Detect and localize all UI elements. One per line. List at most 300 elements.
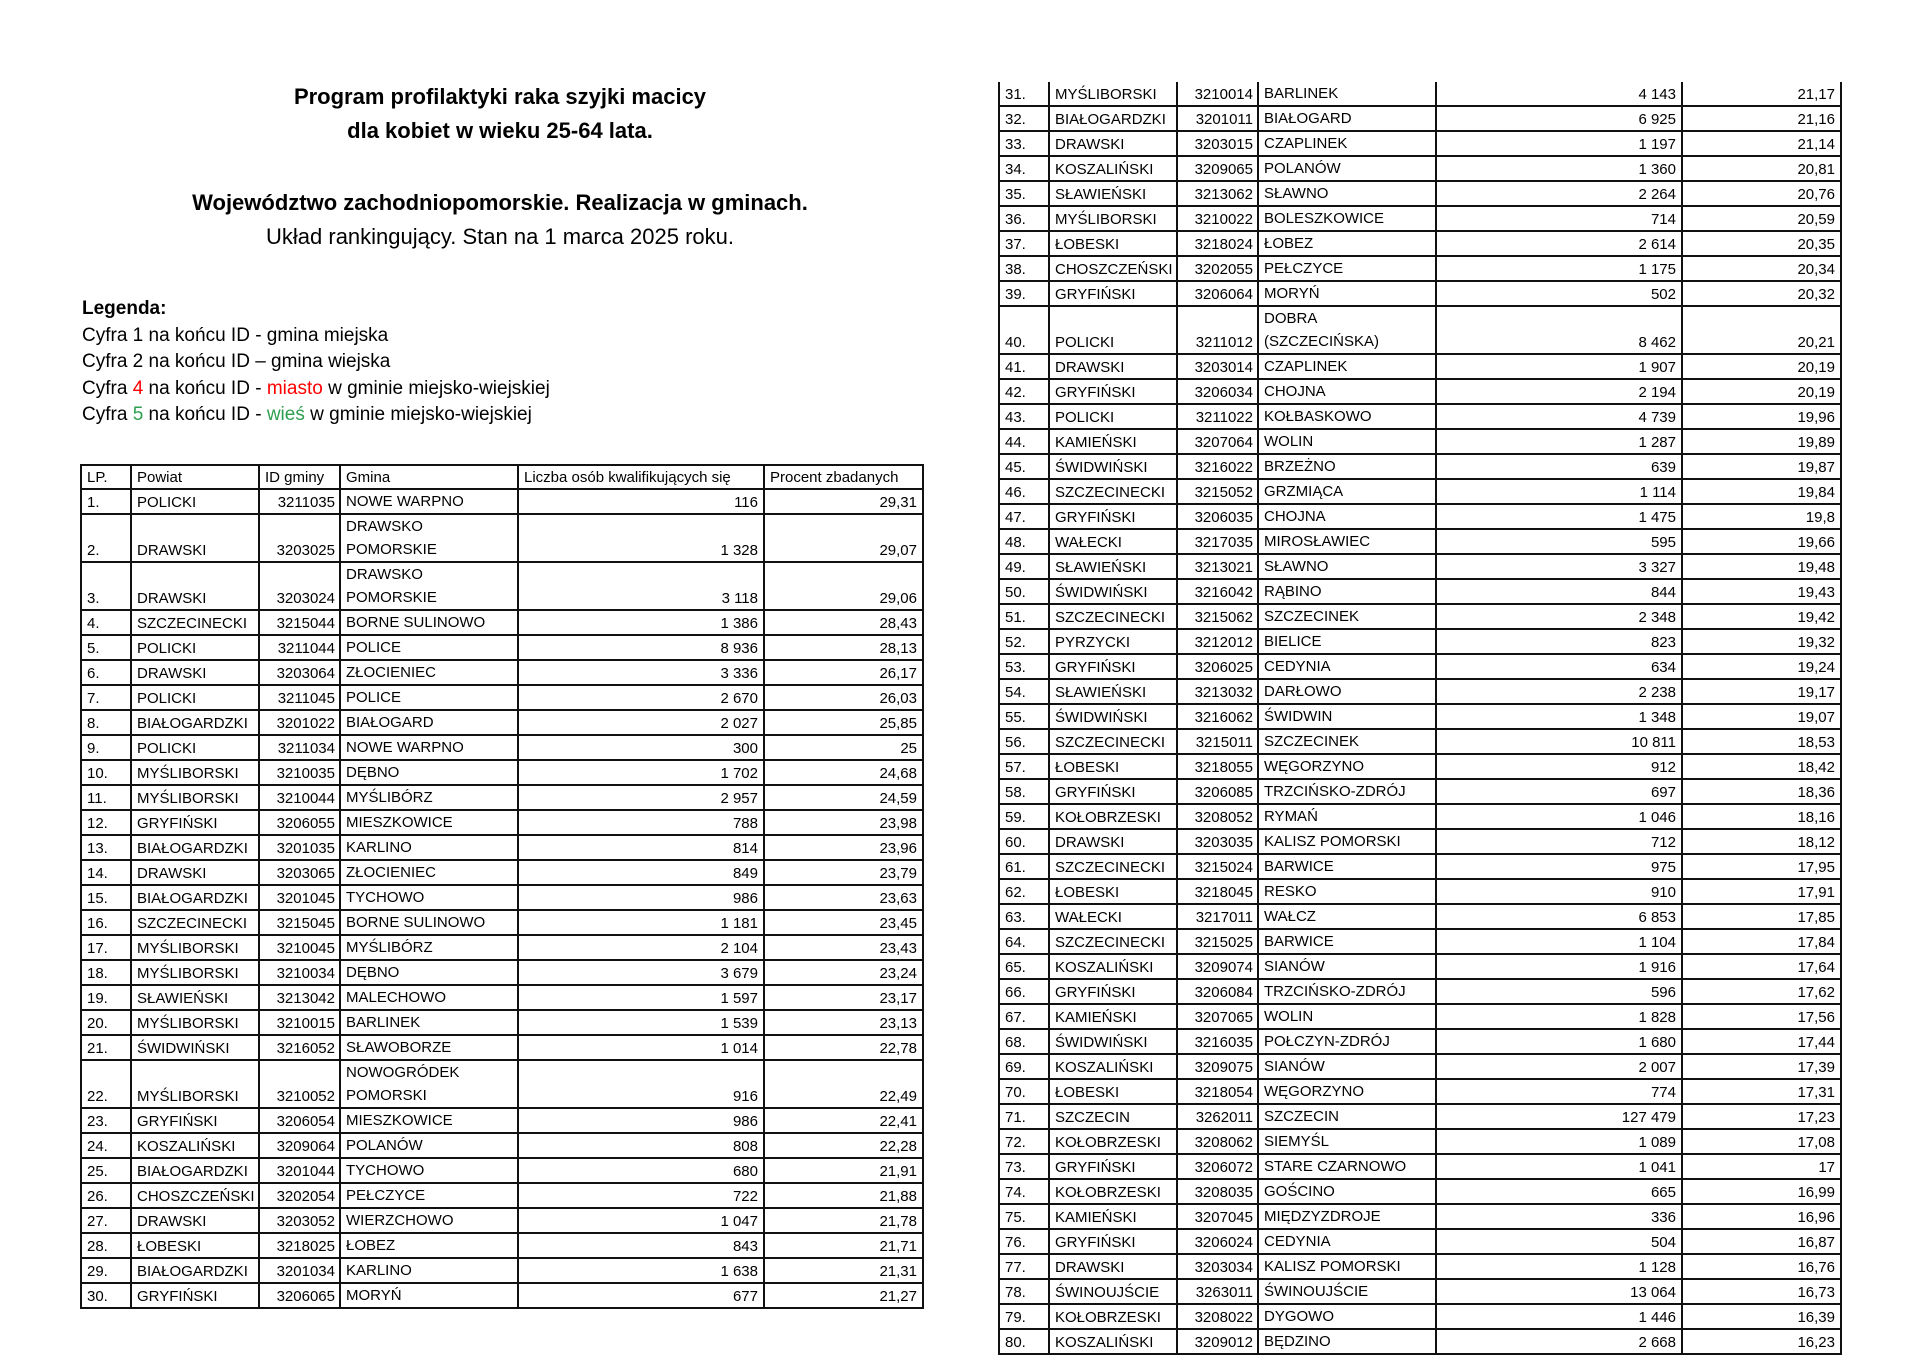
cell-liczba: 2 194 (1436, 379, 1682, 404)
table-row (999, 354, 1841, 379)
cell-liczba: 2 007 (1436, 1054, 1682, 1079)
cell-gmina: PEŁCZYCE (1258, 256, 1436, 281)
cell-liczba: 1 046 (1436, 804, 1682, 829)
cell-id: 3208035 (1177, 1179, 1258, 1204)
cell-powiat: BIAŁOGARDZKI (131, 885, 259, 910)
cell-gmina: CZAPLINEK (1258, 131, 1436, 156)
cell-procent: 16,73 (1682, 1279, 1841, 1304)
cell-gmina: MIROSŁAWIEC (1258, 529, 1436, 554)
cell-procent: 17 (1682, 1154, 1841, 1179)
cell-gmina: MIESZKOWICE (340, 1108, 518, 1133)
legend-word-miasto: miasto (266, 377, 323, 399)
cell-id: 3206084 (1177, 979, 1258, 1004)
cell-powiat: MYŚLIBORSKI (131, 960, 259, 985)
cell-procent: 23,13 (764, 1010, 923, 1035)
cell-liczba: 1 702 (518, 760, 764, 785)
cell-liczba: 634 (1436, 654, 1682, 679)
cell-id: 3210014 (1177, 82, 1258, 106)
cell-powiat: MYŚLIBORSKI (131, 1060, 259, 1108)
cell-lp: 56. (999, 729, 1049, 754)
cell-id: 3206024 (1177, 1229, 1258, 1254)
cell-lp: 37. (999, 231, 1049, 256)
cell-gmina: POŁCZYN-ZDRÓJ (1258, 1029, 1436, 1054)
cell-id: 3215011 (1177, 729, 1258, 754)
cell-liczba: 2 668 (1436, 1329, 1682, 1354)
cell-gmina: MYŚLIBÓRZ (340, 785, 518, 810)
column-header-liczba: Liczba osób kwalifikujących się (518, 465, 764, 489)
cell-powiat: MYŚLIBORSKI (131, 1010, 259, 1035)
cell-procent: 29,07 (764, 514, 923, 562)
cell-procent: 17,91 (1682, 879, 1841, 904)
table-row (81, 935, 923, 960)
cell-powiat: POLICKI (131, 635, 259, 660)
table-row (999, 554, 1841, 579)
table-row (81, 860, 923, 885)
cell-gmina: ŚWIDWIN (1258, 704, 1436, 729)
table-row (999, 156, 1841, 181)
cell-id: 3218054 (1177, 1079, 1258, 1104)
cell-procent: 23,63 (764, 885, 923, 910)
cell-id: 3213062 (1177, 181, 1258, 206)
cell-powiat: DRAWSKI (1049, 131, 1177, 156)
cell-procent: 26,17 (764, 660, 923, 685)
cell-lp: 72. (999, 1129, 1049, 1154)
cell-procent: 23,98 (764, 810, 923, 835)
cell-powiat: POLICKI (131, 685, 259, 710)
cell-gmina: MYŚLIBÓRZ (340, 935, 518, 960)
cell-liczba: 665 (1436, 1179, 1682, 1204)
cell-powiat: KAMIEŃSKI (1049, 1204, 1177, 1229)
cell-gmina: DRAWSKO POMORSKIE (340, 514, 518, 562)
table-row (999, 1204, 1841, 1229)
cell-liczba: 823 (1436, 629, 1682, 654)
cell-liczba: 2 238 (1436, 679, 1682, 704)
cell-powiat: KAMIEŃSKI (1049, 429, 1177, 454)
cell-liczba: 680 (518, 1158, 764, 1183)
cell-liczba: 596 (1436, 979, 1682, 1004)
cell-lp: 45. (999, 454, 1049, 479)
table-row (81, 635, 923, 660)
cell-gmina: SŁAWNO (1258, 181, 1436, 206)
cell-powiat: BIAŁOGARDZKI (131, 710, 259, 735)
cell-liczba: 2 348 (1436, 604, 1682, 629)
cell-procent: 19,43 (1682, 579, 1841, 604)
cell-liczba: 1 597 (518, 985, 764, 1010)
cell-gmina: SZCZECIN (1258, 1104, 1436, 1129)
cell-gmina: SZCZECINEK (1258, 729, 1436, 754)
cell-powiat: ŚWIDWIŃSKI (131, 1035, 259, 1060)
cell-liczba: 1 446 (1436, 1304, 1682, 1329)
cell-id: 3210052 (259, 1060, 340, 1108)
cell-powiat: GRYFIŃSKI (1049, 281, 1177, 306)
cell-id: 3206034 (1177, 379, 1258, 404)
cell-procent: 20,32 (1682, 281, 1841, 306)
cell-liczba: 788 (518, 810, 764, 835)
cell-powiat: GRYFIŃSKI (1049, 1154, 1177, 1179)
cell-gmina: CEDYNIA (1258, 1229, 1436, 1254)
cell-lp: 11. (81, 785, 131, 810)
table-row (81, 710, 923, 735)
table-row (999, 729, 1841, 754)
table-row (81, 1158, 923, 1183)
cell-procent: 16,23 (1682, 1329, 1841, 1354)
cell-lp: 43. (999, 404, 1049, 429)
cell-procent: 16,87 (1682, 1229, 1841, 1254)
cell-lp: 55. (999, 704, 1049, 729)
legend-word-wies: wieś (266, 404, 305, 425)
table-row (999, 231, 1841, 256)
cell-id: 3211034 (259, 735, 340, 760)
cell-procent: 20,35 (1682, 231, 1841, 256)
cell-gmina: MORYŃ (1258, 281, 1436, 306)
table-row (999, 529, 1841, 554)
cell-powiat: SZCZECINECKI (131, 610, 259, 635)
cell-procent: 21,16 (1682, 106, 1841, 131)
cell-procent: 21,71 (764, 1233, 923, 1258)
cell-gmina: SZCZECINEK (1258, 604, 1436, 629)
cell-powiat: GRYFIŃSKI (1049, 504, 1177, 529)
cell-lp: 30. (81, 1283, 131, 1308)
cell-gmina: ŚWINOUJŚCIE (1258, 1279, 1436, 1304)
cell-powiat: DRAWSKI (1049, 829, 1177, 854)
table-header-row (81, 465, 923, 489)
cell-gmina: BARLINEK (340, 1010, 518, 1035)
cell-id: 3208062 (1177, 1129, 1258, 1154)
cell-gmina: MORYŃ (340, 1283, 518, 1308)
cell-liczba: 13 064 (1436, 1279, 1682, 1304)
cell-procent: 23,43 (764, 935, 923, 960)
cell-gmina: POLANÓW (340, 1133, 518, 1158)
cell-liczba: 910 (1436, 879, 1682, 904)
cell-powiat: ŁOBESKI (1049, 231, 1177, 256)
cell-liczba: 4 739 (1436, 404, 1682, 429)
table-row (999, 754, 1841, 779)
cell-gmina: GOŚCINO (1258, 1179, 1436, 1204)
cell-gmina: NOWE WARPNO (340, 489, 518, 514)
cell-liczba: 1 104 (1436, 929, 1682, 954)
cell-id: 3208022 (1177, 1304, 1258, 1329)
cell-id: 3203064 (259, 660, 340, 685)
cell-procent: 22,28 (764, 1133, 923, 1158)
legend-text: na końcu ID - (143, 377, 267, 399)
column-header-lp: LP. (81, 465, 131, 489)
cell-procent: 19,89 (1682, 429, 1841, 454)
cell-id: 3209075 (1177, 1054, 1258, 1079)
table-row (81, 610, 923, 635)
cell-lp: 23. (81, 1108, 131, 1133)
cell-id: 3218024 (1177, 231, 1258, 256)
cell-powiat: DRAWSKI (1049, 1254, 1177, 1279)
cell-id: 3210045 (259, 935, 340, 960)
cell-lp: 70. (999, 1079, 1049, 1104)
cell-powiat: GRYFIŃSKI (131, 1108, 259, 1133)
cell-powiat: BIAŁOGARDZKI (1049, 106, 1177, 131)
cell-lp: 27. (81, 1208, 131, 1233)
cell-powiat: KAMIEŃSKI (1049, 1004, 1177, 1029)
cell-gmina: CHOJNA (1258, 379, 1436, 404)
cell-gmina: MALECHOWO (340, 985, 518, 1010)
cell-lp: 75. (999, 1204, 1049, 1229)
cell-procent: 21,31 (764, 1258, 923, 1283)
cell-procent: 28,13 (764, 635, 923, 660)
cell-id: 3217035 (1177, 529, 1258, 554)
cell-id: 3262011 (1177, 1104, 1258, 1129)
cell-id: 3213042 (259, 985, 340, 1010)
cell-liczba: 3 679 (518, 960, 764, 985)
legend-digit-5: 5 (132, 404, 144, 425)
cell-powiat: POLICKI (131, 489, 259, 514)
cell-liczba: 1 328 (518, 514, 764, 562)
cell-id: 3216042 (1177, 579, 1258, 604)
cell-gmina: BRZEŻNO (1258, 454, 1436, 479)
cell-powiat: ŚWIDWIŃSKI (1049, 579, 1177, 604)
cell-lp: 2. (81, 514, 131, 562)
cell-lp: 35. (999, 181, 1049, 206)
cell-procent: 19,96 (1682, 404, 1841, 429)
cell-id: 3210044 (259, 785, 340, 810)
cell-powiat: POLICKI (131, 735, 259, 760)
cell-liczba: 1 386 (518, 610, 764, 635)
legend (82, 296, 550, 429)
table-row (999, 579, 1841, 604)
cell-lp: 7. (81, 685, 131, 710)
cell-lp: 34. (999, 156, 1049, 181)
cell-powiat: BIAŁOGARDZKI (131, 1258, 259, 1283)
table-row (81, 1060, 923, 1108)
cell-lp: 16. (81, 910, 131, 935)
cell-id: 3215045 (259, 910, 340, 935)
cell-procent: 25,85 (764, 710, 923, 735)
cell-powiat: SŁAWIEŃSKI (1049, 554, 1177, 579)
cell-powiat: ŁOBESKI (1049, 754, 1177, 779)
cell-id: 3211022 (1177, 404, 1258, 429)
cell-gmina: BORNE SULINOWO (340, 610, 518, 635)
cell-lp: 17. (81, 935, 131, 960)
cell-lp: 66. (999, 979, 1049, 1004)
cell-procent: 21,91 (764, 1158, 923, 1183)
cell-procent: 25 (764, 735, 923, 760)
cell-powiat: ŚWINOUJŚCIE (1049, 1279, 1177, 1304)
cell-gmina: DARŁOWO (1258, 679, 1436, 704)
cell-gmina: SŁAWNO (1258, 554, 1436, 579)
cell-id: 3218025 (259, 1233, 340, 1258)
cell-id: 3210015 (259, 1010, 340, 1035)
cell-gmina: ŁOBEZ (1258, 231, 1436, 256)
cell-id: 3218045 (1177, 879, 1258, 904)
cell-liczba: 639 (1436, 454, 1682, 479)
cell-powiat: KOŁOBRZESKI (1049, 1129, 1177, 1154)
table-row (999, 1179, 1841, 1204)
cell-id: 3218055 (1177, 754, 1258, 779)
cell-liczba: 1 175 (1436, 256, 1682, 281)
cell-id: 3203015 (1177, 131, 1258, 156)
table-row (81, 1010, 923, 1035)
cell-procent: 17,56 (1682, 1004, 1841, 1029)
cell-id: 3211012 (1177, 306, 1258, 354)
cell-id: 3206055 (259, 810, 340, 835)
cell-id: 3211045 (259, 685, 340, 710)
cell-procent: 21,17 (1682, 82, 1841, 106)
cell-lp: 52. (999, 629, 1049, 654)
table-row (999, 504, 1841, 529)
table-row (999, 954, 1841, 979)
table-row (999, 604, 1841, 629)
cell-procent: 17,85 (1682, 904, 1841, 929)
cell-id: 3210034 (259, 960, 340, 985)
cell-id: 3215024 (1177, 854, 1258, 879)
cell-id: 3201045 (259, 885, 340, 910)
table-row (81, 1208, 923, 1233)
cell-procent: 17,84 (1682, 929, 1841, 954)
cell-gmina: SŁAWOBORZE (340, 1035, 518, 1060)
cell-gmina: RĄBINO (1258, 579, 1436, 604)
cell-gmina: TYCHOWO (340, 885, 518, 910)
cell-liczba: 1 114 (1436, 479, 1682, 504)
cell-procent: 18,16 (1682, 804, 1841, 829)
cell-powiat: ŚWIDWIŃSKI (1049, 454, 1177, 479)
cell-lp: 49. (999, 554, 1049, 579)
cell-gmina: BARLINEK (1258, 82, 1436, 106)
table-row (999, 779, 1841, 804)
cell-id: 3203052 (259, 1208, 340, 1233)
cell-id: 3207045 (1177, 1204, 1258, 1229)
cell-liczba: 1 638 (518, 1258, 764, 1283)
table-row (999, 256, 1841, 281)
cell-gmina: KALISZ POMORSKI (1258, 829, 1436, 854)
cell-lp: 15. (81, 885, 131, 910)
cell-lp: 78. (999, 1279, 1049, 1304)
cell-powiat: DRAWSKI (131, 514, 259, 562)
cell-powiat: KOŁOBRZESKI (1049, 1304, 1177, 1329)
cell-procent: 22,49 (764, 1060, 923, 1108)
cell-gmina: WAŁCZ (1258, 904, 1436, 929)
cell-gmina: CEDYNIA (1258, 654, 1436, 679)
cell-gmina: STARE CZARNOWO (1258, 1154, 1436, 1179)
table-row (999, 1129, 1841, 1154)
cell-gmina: WĘGORZYNO (1258, 1079, 1436, 1104)
cell-procent: 17,08 (1682, 1129, 1841, 1154)
cell-procent: 18,36 (1682, 779, 1841, 804)
cell-liczba: 1 475 (1436, 504, 1682, 529)
cell-procent: 23,24 (764, 960, 923, 985)
cell-gmina: DĘBNO (340, 760, 518, 785)
cell-powiat: GRYFIŃSKI (1049, 779, 1177, 804)
cell-gmina: WĘGORZYNO (1258, 754, 1436, 779)
cell-procent: 17,44 (1682, 1029, 1841, 1054)
document-subtitle-line1: Województwo zachodniopomorskie. Realizacja w gminach. (192, 190, 808, 215)
cell-id: 3203065 (259, 860, 340, 885)
cell-procent: 19,48 (1682, 554, 1841, 579)
cell-procent: 23,45 (764, 910, 923, 935)
table-row (999, 629, 1841, 654)
cell-liczba: 3 336 (518, 660, 764, 685)
cell-lp: 59. (999, 804, 1049, 829)
cell-gmina: BARWICE (1258, 854, 1436, 879)
cell-procent: 17,64 (1682, 954, 1841, 979)
cell-id: 3203024 (259, 562, 340, 610)
cell-gmina: WOLIN (1258, 1004, 1436, 1029)
cell-powiat: SZCZECINECKI (131, 910, 259, 935)
table-row (81, 685, 923, 710)
table-row (999, 404, 1841, 429)
cell-gmina: ZŁOCIENIEC (340, 860, 518, 885)
cell-lp: 80. (999, 1329, 1049, 1354)
legend-line-5 (82, 402, 550, 429)
cell-procent: 17,39 (1682, 1054, 1841, 1079)
cell-gmina: DYGOWO (1258, 1304, 1436, 1329)
cell-powiat: SZCZECINECKI (1049, 854, 1177, 879)
cell-liczba: 2 264 (1436, 181, 1682, 206)
cell-lp: 22. (81, 1060, 131, 1108)
cell-gmina: MIĘDZYZDROJE (1258, 1204, 1436, 1229)
table-row (999, 82, 1841, 106)
cell-procent: 21,14 (1682, 131, 1841, 156)
cell-gmina: KARLINO (340, 1258, 518, 1283)
cell-powiat: KOŁOBRZESKI (1049, 1179, 1177, 1204)
cell-id: 3206085 (1177, 779, 1258, 804)
cell-id: 3210022 (1177, 206, 1258, 231)
cell-liczba: 1 014 (518, 1035, 764, 1060)
cell-procent: 23,17 (764, 985, 923, 1010)
cell-procent: 21,78 (764, 1208, 923, 1233)
cell-id: 3215062 (1177, 604, 1258, 629)
cell-procent: 18,12 (1682, 829, 1841, 854)
table-row (999, 804, 1841, 829)
table-row (999, 1029, 1841, 1054)
cell-gmina: ZŁOCIENIEC (340, 660, 518, 685)
table-row (81, 562, 923, 610)
cell-lp: 5. (81, 635, 131, 660)
cell-gmina: DOBRA (SZCZECIŃSKA) (1258, 306, 1436, 354)
cell-lp: 36. (999, 206, 1049, 231)
cell-lp: 31. (999, 82, 1049, 106)
cell-liczba: 1 348 (1436, 704, 1682, 729)
cell-lp: 1. (81, 489, 131, 514)
cell-liczba: 916 (518, 1060, 764, 1108)
cell-powiat: WAŁECKI (1049, 529, 1177, 554)
cell-liczba: 2 104 (518, 935, 764, 960)
cell-powiat: DRAWSKI (131, 562, 259, 610)
table-row (999, 1229, 1841, 1254)
cell-gmina: GRZMIĄCA (1258, 479, 1436, 504)
cell-procent: 17,62 (1682, 979, 1841, 1004)
cell-powiat: POLICKI (1049, 404, 1177, 429)
cell-lp: 12. (81, 810, 131, 835)
cell-powiat: SŁAWIEŃSKI (1049, 679, 1177, 704)
cell-powiat: KOSZALIŃSKI (131, 1133, 259, 1158)
cell-liczba: 1 680 (1436, 1029, 1682, 1054)
table-row (999, 1254, 1841, 1279)
cell-powiat: KOSZALIŃSKI (1049, 954, 1177, 979)
cell-gmina: SIANÓW (1258, 1054, 1436, 1079)
legend-line-2: Cyfra 2 na końcu ID – gmina wiejska (82, 351, 391, 372)
cell-lp: 47. (999, 504, 1049, 529)
cell-gmina: NOWOGRÓDEK POMORSKI (340, 1060, 518, 1108)
cell-liczba: 504 (1436, 1229, 1682, 1254)
table-row (999, 979, 1841, 1004)
table-row (81, 985, 923, 1010)
cell-procent: 28,43 (764, 610, 923, 635)
cell-id: 3206064 (1177, 281, 1258, 306)
cell-gmina: BARWICE (1258, 929, 1436, 954)
cell-powiat: GRYFIŃSKI (131, 810, 259, 835)
cell-lp: 19. (81, 985, 131, 1010)
cell-id: 3206035 (1177, 504, 1258, 529)
table-row (999, 1154, 1841, 1179)
cell-liczba: 1 907 (1436, 354, 1682, 379)
table-row (81, 1258, 923, 1283)
table-row (999, 131, 1841, 156)
